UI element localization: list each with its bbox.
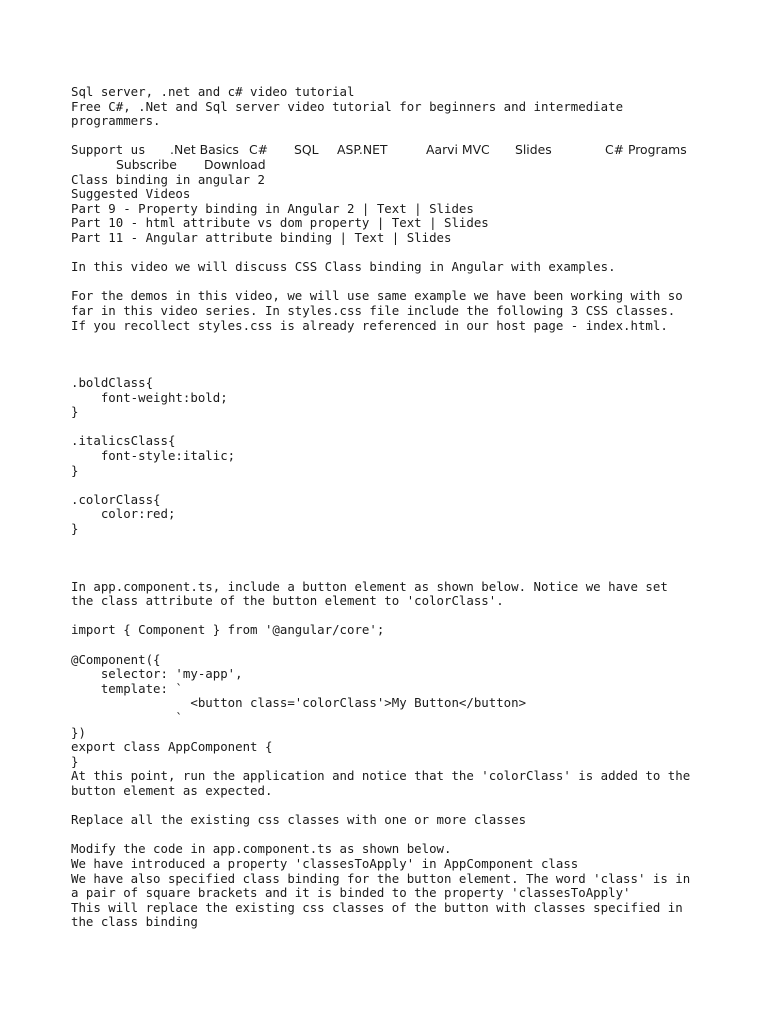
nav-bar-row-2: [71, 158, 711, 173]
code-line: export class AppComponent {: [71, 739, 273, 755]
code-line: .italicsClass{: [71, 433, 176, 449]
suggested-video-link[interactable]: Part 10 - html attribute vs dom property | Text | Slides: [71, 215, 489, 231]
intro-paragraph: In this video we will discuss CSS Class binding in Angular with examples.: [71, 259, 616, 275]
modify-paragraph-line: We have introduced a property 'classesToApply' in AppComponent class: [71, 855, 579, 871]
suggested-video-link[interactable]: Part 11 - Angular attribute binding | Text | Slides: [71, 229, 452, 245]
nav-link-support-us[interactable]: Support us: [71, 142, 146, 158]
nav-link-net-basics[interactable]: .Net Basics: [170, 142, 239, 158]
code-line: color:red;: [71, 506, 176, 522]
component-paragraph-line: In app.component.ts, include a button element as shown below. Notice we have set: [71, 578, 668, 594]
demo-paragraph-line: far in this video series. In styles.css file include the following 3 CSS classes.: [71, 302, 676, 318]
nav-link-sql[interactable]: SQL: [294, 142, 319, 158]
nav-link-slides[interactable]: Slides: [515, 142, 552, 158]
code-line: font-style:italic;: [71, 448, 236, 464]
code-line: <button class='colorClass'>My Button</button>: [71, 695, 527, 711]
nav-link-csharp[interactable]: C#: [249, 142, 269, 158]
modify-paragraph-line: This will replace the existing css classes of the button with classes specified in: [71, 899, 683, 915]
code-line: }: [71, 404, 79, 420]
run-paragraph-line: At this point, run the application and notice that the 'colorClass' is added to the: [71, 768, 691, 784]
code-line: template: `: [71, 680, 183, 696]
code-line: }): [71, 724, 86, 740]
replace-heading: Replace all the existing css classes with one or more classes: [71, 812, 527, 828]
code-line: }: [71, 462, 79, 478]
modify-paragraph-line: Modify the code in app.component.ts as shown below.: [71, 841, 452, 857]
code-line: `: [71, 709, 183, 725]
code-line: @Component({: [71, 651, 161, 667]
nav-link-aarvi-mvc[interactable]: Aarvi MVC: [426, 142, 490, 158]
nav-link-aspnet[interactable]: ASP.NET: [337, 142, 388, 158]
code-line: font-weight:bold;: [71, 389, 228, 405]
css-code-block: [71, 376, 711, 537]
site-tagline-line-1: Free C#, .Net and Sql server video tutorial for beginners and intermediate: [71, 98, 624, 114]
demo-paragraph-line: For the demos in this video, we will use same example we have been working with so: [71, 288, 683, 304]
code-line: .boldClass{: [71, 375, 154, 391]
suggested-video-link[interactable]: Part 9 - Property binding in Angular 2 | Text | Slides: [71, 200, 474, 216]
modify-paragraph-line: the class binding: [71, 914, 198, 930]
code-line: .colorClass{: [71, 491, 161, 507]
modify-paragraph-line: We have also specified class binding for the button element. The word 'class' is in: [71, 870, 691, 886]
suggested-videos-heading: Suggested Videos: [71, 186, 191, 202]
component-code-block: [71, 653, 711, 770]
demo-paragraph-line: If you recollect styles.css is already referenced in our host page - index.html.: [71, 317, 668, 333]
component-paragraph-line: the class attribute of the button element to 'colorClass'.: [71, 593, 504, 609]
code-line: selector: 'my-app',: [71, 666, 243, 682]
nav-bar-row-1: [71, 143, 711, 158]
site-title[interactable]: Sql server, .net and c# video tutorial: [71, 84, 355, 99]
run-paragraph-line: button element as expected.: [71, 782, 273, 798]
site-tagline-line-2: programmers.: [71, 113, 161, 129]
modify-paragraph-line: a pair of square brackets and it is binded to the property 'classesToApply': [71, 885, 631, 901]
code-line: }: [71, 753, 79, 769]
code-line: }: [71, 521, 79, 537]
nav-link-subscribe[interactable]: Subscribe: [116, 156, 177, 172]
article-title: Class binding in angular 2: [71, 171, 265, 187]
nav-link-download[interactable]: Download: [204, 156, 266, 172]
code-line: import { Component } from '@angular/core';: [71, 622, 385, 638]
document-page: [71, 85, 711, 930]
nav-link-csharp-programs[interactable]: C# Programs: [605, 142, 687, 158]
